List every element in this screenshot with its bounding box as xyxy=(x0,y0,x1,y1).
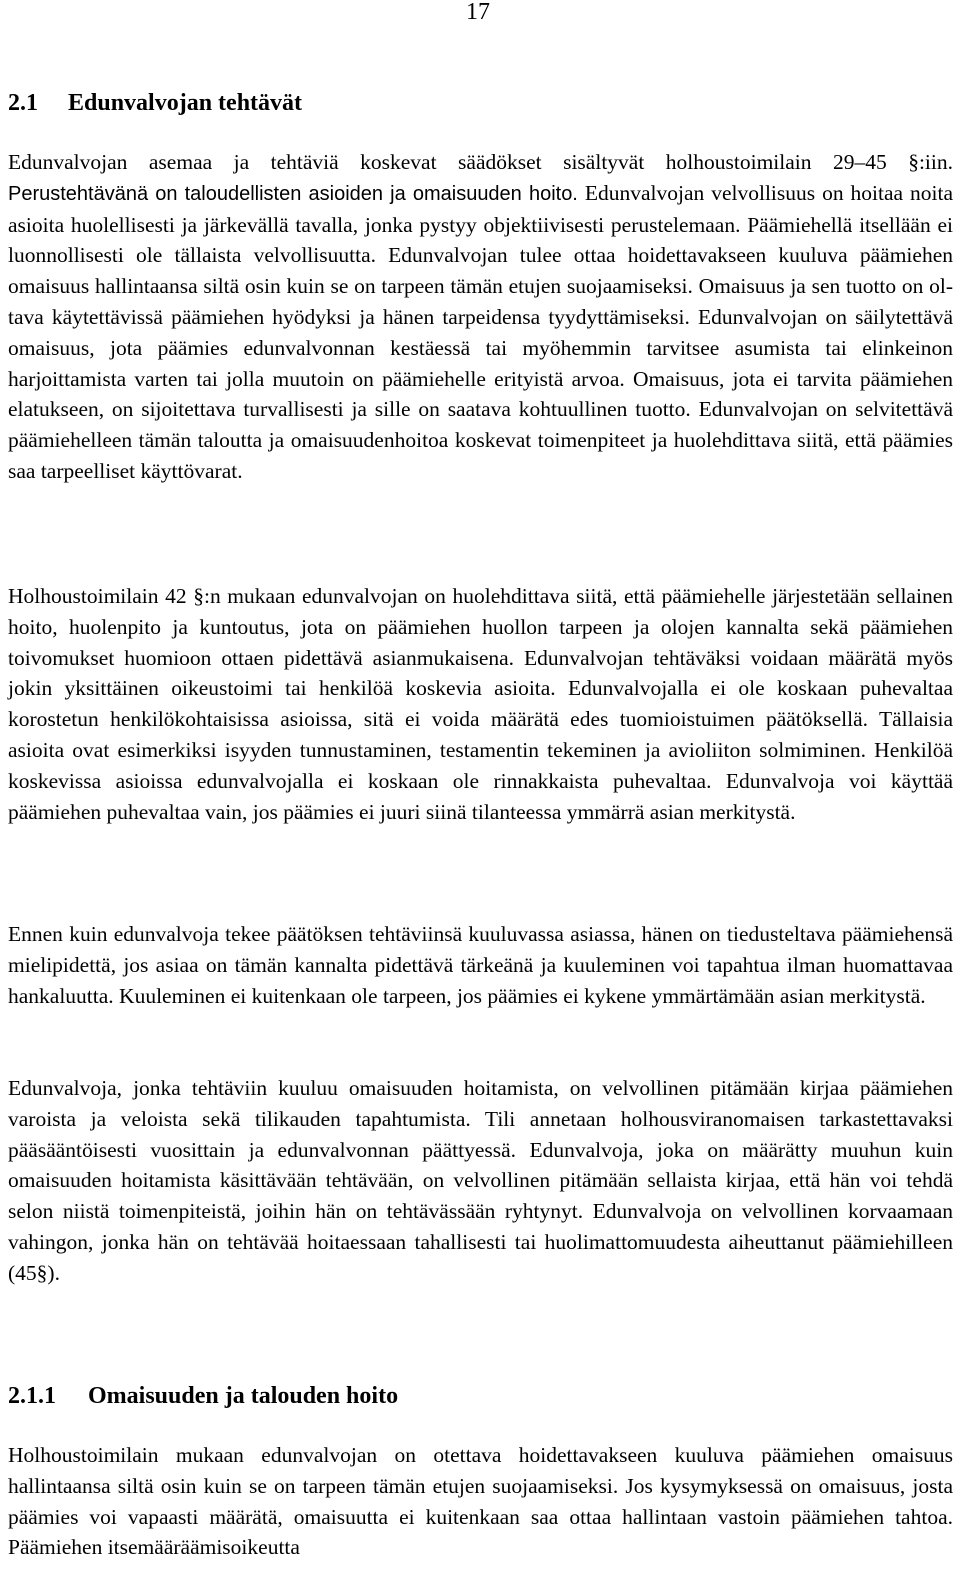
paragraph-1-part-c: Edunvalvojan velvollisuus on hoitaa noita asioita huolellisesti ja järkevällä tavalla, jonka pystyy objektiivisesti perustelemaan. Päämiehellä itsellään ei luonnollisesti ole tällaista velvollisuutta. Edunvalvojan tulee ottaa hoidettavakseen kuuluva päämiehen omaisuus hallintaansa siltä osin kuin se on tarpeen tämän etujen suojaamiseksi. xyxy=(8,180,954,299)
paragraph-5: Holhoustoimilain mukaan edunvalvojan on otettava hoidettavakseen kuuluva päämiehen omaisuus hallintaansa siltä osin kuin se on tarpeen tämän etujen suojaamiseksi. Jos kysymyksessä on omaisuus, josta päämies voi vapaasti määrätä, omaisuutta ei kuitenkaan saa ottaa hallintaan vastoin päämiehen tahtoa. Päämiehen itsemääräämisoikeutta xyxy=(8,1443,953,1560)
paragraph-1-part-a: Edunvalvojan asemaa ja tehtäviä koskevat säädökset sisältyvät holhoustoimilain 29–45 §:iin. xyxy=(8,150,953,174)
paragraph-4: Edunvalvoja, jonka tehtäviin kuuluu omaisuuden hoitamista, on velvollinen pitämään kirjaa päämiehen varoista ja veloista sekä tilikauden tapahtumista. Tili annetaan holhousviranomaisen tarkastettavaksi pääsääntöisesti vuosittain ja edunvalvonnan päättyessä. Edunvalvoja, joka on määrätty muuhun kuin omaisuuden hoitamista käsittävään tehtävään, on velvollinen pitämään sellaista kirjaa, että hän voi tehdä selon niistä toimenpiteistä, joihin hän on tehtävässään ryhtynyt. Edunvalvoja on velvollinen korvaamaan vahingon, jonka hän on tehtävää hoitaessaan tahallisesti tai huolimattomuudesta aiheuttanut päämiehilleen (45§). xyxy=(8,1076,953,1285)
subsection-heading xyxy=(8,1380,398,1412)
paragraph-2: Holhoustoimilain 42 §:n mukaan edunvalvojan on huolehdittava siitä, että päämiehelle järjestetään sellainen hoito, huolenpito ja kuntoutus, jota on päämiehen huollon tarpeen ja olojen kannalta sekä päämiehen toivomukset huomioon ottaen pidettävä asianmukaisena. Edunvalvojan tehtäväksi voidaan määrätä myös jokin yksittäinen oikeustoimi tai henkilöä koskevia asioita. Edunvalvojalla ei ole koskaan puhevaltaa korostetun henkilökohtaisissa asioissa, sitä ei voida määrätä edes tuomioistuimen päätöksellä. Tällaisia asioita ovat esimerkiksi isyyden tunnustaminen, testamentin tekeminen ja avioliiton solmiminen. Henkilöä koskevissa asioissa edunvalvojalla ei koskaan ole rinnakkaista puhevaltaa. Edunvalvoja voi käyttää päämiehen puhevaltaa vain, jos päämies ei juuri siinä tilanteessa ymmärrä asian merkitystä. xyxy=(8,584,953,824)
paragraph-1-part-d: Omaisuus ja sen tuotto on oltava käytettävissä päämiehen hyödyksi ja hänen tarpeidensa tyydyttämiseksi. Edunvalvojan on säilytettävä omaisuus, jota päämies edunvalvonnan kestäessä tai myöhemmin tarvitsee asumista tai elinkeinon harjoittamista varten tai jolla muutoin on päämiehelle erityistä arvoa. Omaisuus, jota ei tarvita päämiehen elatukseen, on sijoitettava turvallisesti ja sille on saatava kohtuullinen tuotto. Edunvalvojan on selvitettävä päämiehelleen tämän taloutta ja omaisuudenhoitoa koskevat toimenpiteet ja huolehdittava siitä, että päämies saa tarpeelliset käyttövarat. xyxy=(8,274,953,483)
subsection-number: 2.1.1 xyxy=(8,1383,56,1409)
paragraph-1-part-b: Perustehtävänä on taloudellisten asioiden ja omaisuuden hoito. xyxy=(8,182,578,205)
paragraph-3: Ennen kuin edunvalvoja tekee päätöksen tehtäviinsä kuuluvassa asiassa, hänen on tiedusteltava päämiehensä mielipidettä, jos asiaa on tämän kannalta pidettävä tärkeänä ja kuuleminen voi tapahtua ilman huomattavaa hankaluutta. Kuuleminen ei kuitenkaan ole tarpeen, jos päämies ei kykene ymmärtämään asian merkitystä. xyxy=(8,922,953,1008)
section-heading xyxy=(8,87,302,119)
subsection-title: Omaisuuden ja talouden hoito xyxy=(88,1383,399,1409)
paragraph-1 xyxy=(8,147,953,487)
page-number: 17 xyxy=(466,0,490,25)
section-number: 2.1 xyxy=(8,90,38,116)
section-title: Edunvalvojan tehtävät xyxy=(68,90,303,116)
